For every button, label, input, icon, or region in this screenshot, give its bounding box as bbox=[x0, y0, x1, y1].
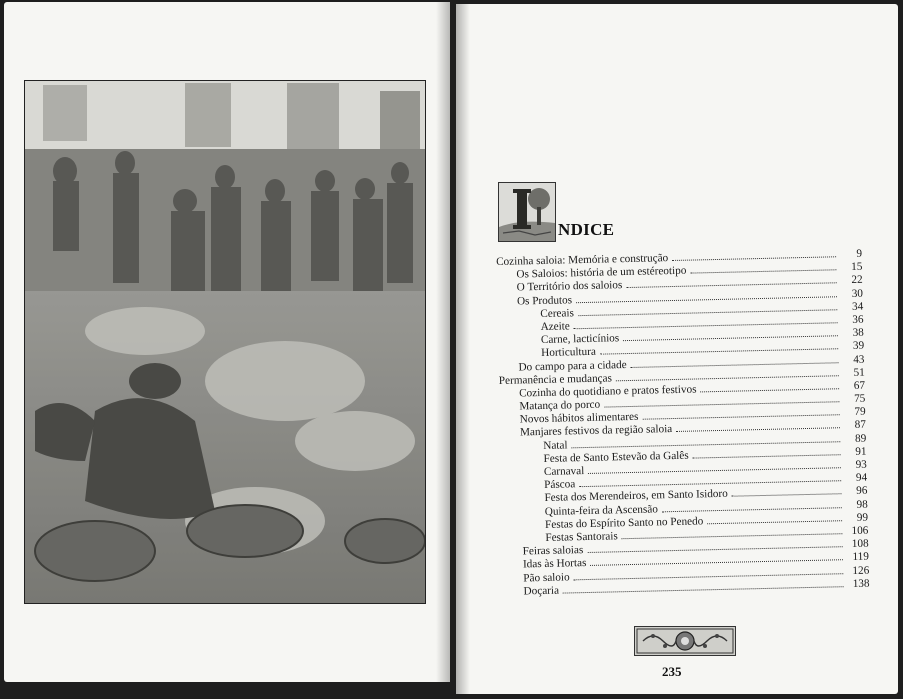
toc-entry-title: Os Produtos bbox=[516, 293, 573, 308]
toc-entry-title: Novos hábitos alimentares bbox=[519, 411, 639, 426]
toc-entry-page: 75 bbox=[854, 392, 866, 405]
toc-dot-leader bbox=[642, 414, 839, 419]
toc-dot-leader bbox=[693, 454, 841, 458]
toc-entry-page: 96 bbox=[856, 485, 868, 498]
toc-entry-title: Festa de Santo Estevão da Galês bbox=[543, 449, 689, 465]
toc-entry-page: 87 bbox=[854, 419, 867, 432]
toc-entry-title: Quinta-feira da Ascensão bbox=[544, 502, 658, 518]
toc-entry-title: Do campo para a cidade bbox=[518, 358, 627, 374]
toc-entry-page: 108 bbox=[851, 537, 869, 551]
toc-dot-leader bbox=[732, 494, 842, 497]
toc-entry-title: Festas do Espírito Santo no Penedo bbox=[544, 515, 704, 531]
toc-entry-title: Idas às Hortas bbox=[522, 557, 587, 571]
photo-illustration bbox=[25, 81, 425, 603]
toc-dot-leader bbox=[662, 507, 842, 512]
toc-entry-title: Horticultura bbox=[541, 346, 597, 360]
toc-entry-title: Festa dos Merendeiros, em Santo Isidoro bbox=[544, 488, 728, 505]
toc-dot-leader bbox=[701, 388, 840, 392]
toc-entry-title: Os Saloios: história de um estéreotipo bbox=[516, 264, 687, 281]
toc-dot-leader bbox=[631, 362, 839, 368]
toc-entry-page: 94 bbox=[855, 471, 868, 485]
index-title: NDICE bbox=[558, 220, 615, 239]
toc-entry-page: 39 bbox=[852, 339, 865, 353]
table-of-contents bbox=[496, 248, 870, 599]
toc-entry-page: 34 bbox=[851, 300, 864, 313]
toc-entry-title: Cozinha do quotidiano e pratos festivos bbox=[518, 383, 697, 400]
toc-entry-page: 79 bbox=[854, 405, 866, 419]
toc-entry-title: Cozinha saloia: Memória e construção bbox=[496, 252, 669, 268]
toc-entry-page: 126 bbox=[852, 564, 870, 577]
toc-entry-page: 67 bbox=[853, 379, 866, 392]
toc-entry-title: Pão saloio bbox=[523, 570, 570, 584]
toc-entry-title: Natal bbox=[543, 439, 568, 452]
toc-entry-page: 106 bbox=[851, 524, 869, 537]
toc-entry-title: Permanência e mudanças bbox=[498, 372, 613, 387]
toc-entry-title: Doçaria bbox=[523, 584, 560, 598]
toc-entry-page: 119 bbox=[852, 550, 870, 564]
illustrated-drop-cap bbox=[498, 182, 556, 242]
toc-entry-title: Carne, lacticínios bbox=[540, 332, 620, 347]
floral-ornament-icon bbox=[635, 627, 735, 655]
toc-entry-title: Carnaval bbox=[543, 465, 585, 478]
toc-entry-page: 138 bbox=[852, 577, 870, 590]
toc-dot-leader bbox=[672, 256, 836, 261]
toc-dot-leader bbox=[563, 586, 844, 593]
toc-entry-title: Cereais bbox=[540, 306, 574, 320]
toc-entry-page: 36 bbox=[852, 313, 864, 326]
toc-entry-page: 98 bbox=[856, 498, 868, 511]
toc-entry-page: 99 bbox=[856, 511, 869, 524]
market-photograph bbox=[24, 80, 426, 604]
toc-entry-page: 93 bbox=[855, 458, 867, 471]
left-page bbox=[4, 2, 450, 682]
decorative-ornament bbox=[634, 626, 736, 656]
toc-dot-leader bbox=[676, 428, 840, 433]
gutter-shadow bbox=[436, 2, 450, 682]
toc-entry-title: Feiras saloias bbox=[522, 544, 584, 558]
toc-entry-page: 51 bbox=[853, 366, 865, 379]
toc-entry-title: O Território dos saloios bbox=[516, 279, 623, 294]
toc-entry-title: Festas Santorais bbox=[545, 530, 618, 544]
page-number: 235 bbox=[662, 664, 682, 679]
right-page bbox=[456, 4, 898, 694]
toc-entry-page: 22 bbox=[851, 274, 863, 287]
toc-dot-leader bbox=[690, 269, 836, 273]
gutter-shadow bbox=[456, 4, 470, 694]
toc-entry-title: Matança do porco bbox=[519, 398, 601, 413]
toc-entry-page: 30 bbox=[851, 287, 864, 300]
toc-entry-title: Páscoa bbox=[544, 478, 576, 492]
toc-entry-title: Manjares festivos da região saloia bbox=[519, 423, 673, 439]
toc-dot-leader bbox=[707, 520, 842, 524]
toc-entry-page: 9 bbox=[856, 247, 863, 260]
toc-entry-title: Azeite bbox=[540, 320, 570, 333]
toc-entry-page: 38 bbox=[852, 326, 864, 340]
toc-entry-page: 43 bbox=[853, 353, 865, 366]
toc-entry-page: 91 bbox=[855, 445, 867, 458]
toc-entry-page: 15 bbox=[851, 260, 863, 274]
toc-entry-page: 89 bbox=[854, 432, 867, 445]
drop-cap-landscape-icon bbox=[499, 183, 555, 241]
